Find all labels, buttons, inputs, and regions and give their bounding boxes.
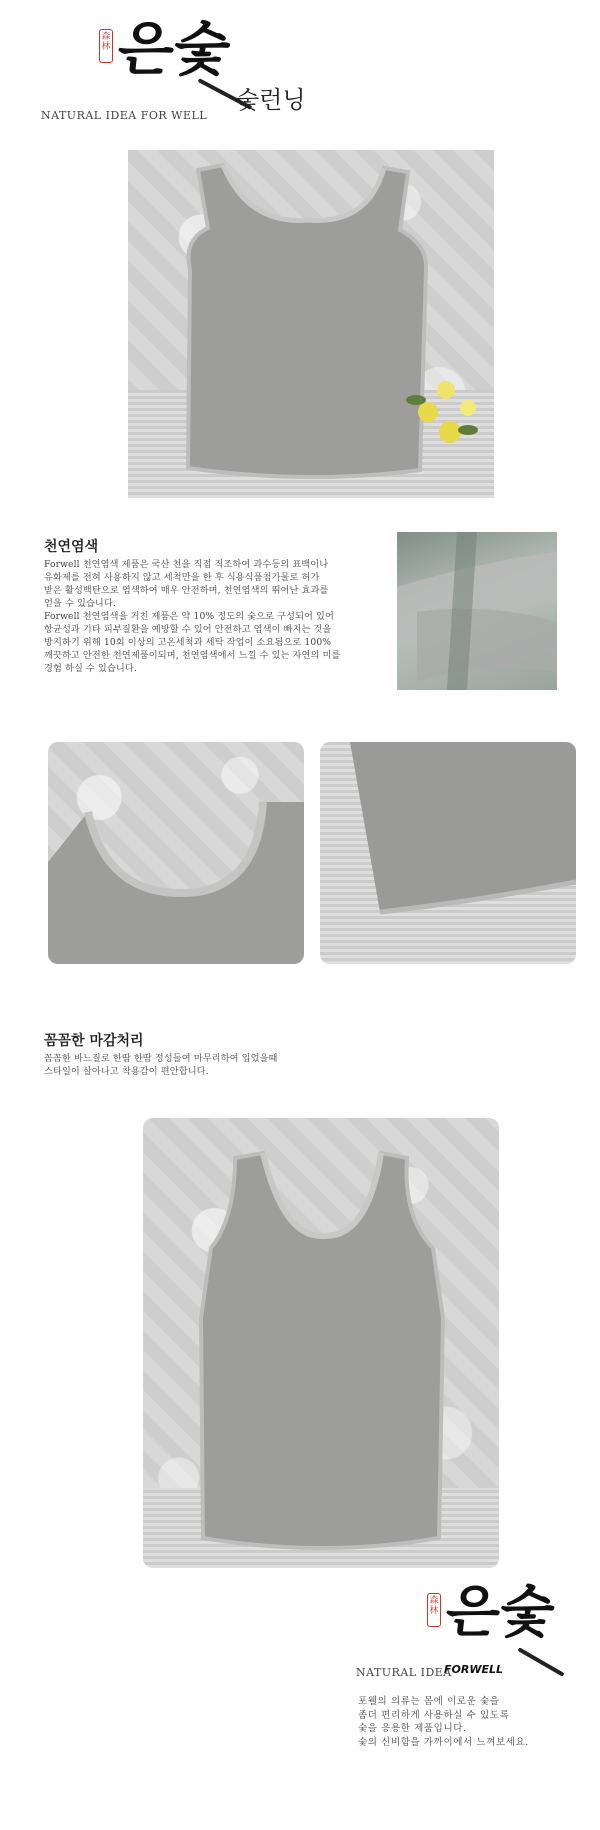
text-line: 숯을 응용한 제품입니다. [358,1723,467,1734]
natural-dye-description [44,558,384,675]
text-line: 경험 하실 수 있습니다. [44,663,137,674]
forwell-brand-logo: FORWELL [444,1663,504,1676]
text-line: Forwell 천연염색을 거친 제품은 약 10% 정도의 숯으로 구성되어 있어 [44,611,335,622]
product-name: 숯런닝 [236,86,306,114]
finishing-description [44,1052,404,1078]
footer-tagline: NATURAL IDEA [356,1666,452,1679]
tank-top-image [128,150,494,498]
header-tagline: NATURAL IDEA FOR WELL [41,109,208,122]
section-title-natural-dye: 천연염색 [44,539,99,555]
text-line: 방지하기 위해 10회 이상의 고온세척과 세탁 작업이 소요됨으로 100% [44,637,332,648]
full-product-photo [143,1118,499,1568]
footer-description [358,1695,578,1749]
logo-calligraphy: 은숯 [114,15,234,83]
hem-detail-photo [320,742,576,964]
text-line: 포웰의 의류는 몸에 이로운 숯을 [358,1696,500,1707]
main-product-photo [128,150,494,498]
text-line: 얻을 수 있습니다. [44,598,116,609]
footer-brush-stroke [517,1647,564,1676]
text-line: 숯의 신비함을 가까이에서 느껴보세요. [358,1736,529,1748]
text-line: 유화제를 전혀 사용하지 않고 세척만을 한 후 식용식품첨가물로 허가 [44,572,320,583]
text-line: 스타일이 살아나고 착용감이 편안합니다. [44,1066,209,1077]
footer-logo-seal: 森林 [427,1593,441,1627]
text-line: 꼼꼼한 바느질로 한땀 한땀 정성들여 마무리하여 입었을때 [44,1053,278,1064]
hem-closeup-image [320,742,576,964]
tank-top-full-image [143,1118,499,1568]
section-title-finishing: 꼼꼼한 마감처리 [44,1033,144,1049]
text-line: 받은 활성백탄으로 염색하여 매우 안전하며, 천연염색의 뛰어난 효과를 [44,585,329,596]
text-line: 좀더 편리하게 사용하실 수 있도록 [358,1709,510,1721]
dyed-fabric-photo [397,532,557,690]
logo-seal: 森林 [99,29,113,63]
text-line: 항균성과 기타 피부질환을 예방할 수 있어 안전하고 염색이 빠지는 것을 [44,624,332,635]
neckline-closeup-image [48,742,304,964]
neckline-detail-photo [48,742,304,964]
text-line: Forwell 천연염색 제품은 국산 천을 직접 직조하여 과수등의 표백이나 [44,559,329,570]
hanging-fabric-image [397,532,557,690]
text-line: 깨끗하고 안전한 천연제품이되며, 천연염색에서 느낄 수 있는 자연의 미를 [44,650,341,661]
footer-logo-calligraphy: 은숯 [442,1579,558,1645]
